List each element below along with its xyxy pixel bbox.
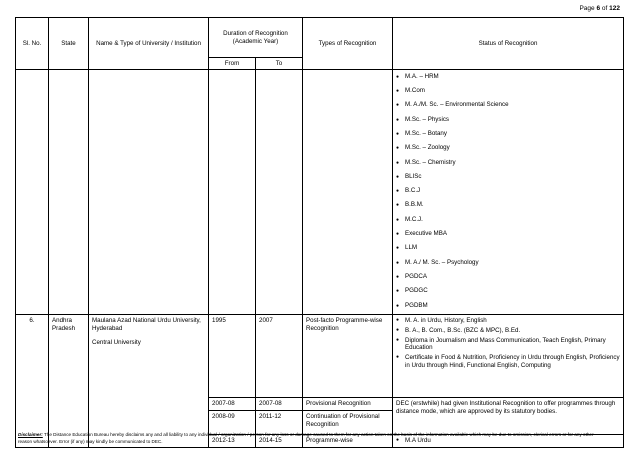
list-item: ● M.C.J. (396, 213, 620, 227)
list-item: ● B.B.M. (396, 198, 620, 212)
disclaimer-label: Disclaimer: (18, 432, 43, 437)
cell-empty (16, 69, 49, 315)
list-item: ● M.Sc. – Physics (396, 113, 620, 127)
header-sl-no: Sl. No. (16, 18, 49, 70)
cell-types: Programme-wise (303, 435, 393, 448)
list-item: ● Certificate in Food & Nutrition, Proficiency in Urdu through English, Proficiency in Urdu through Hindi, Functional English, Computing (396, 354, 620, 370)
list-item: ● B. A., B. Com., B.Sc. (BZC & MPC), B.Ed. (396, 327, 620, 335)
page-current: 6 (596, 5, 601, 12)
cell-types: Provisional Recognition (303, 398, 393, 411)
cell-to: 2011-12 (256, 411, 303, 435)
header-types: Types of Recognition (303, 18, 393, 70)
list-item: ● Diploma in Journalism and Mass Communication, Teach English, Primary Education (396, 337, 620, 353)
list-item: ● B.C.J (396, 184, 620, 198)
cell-empty (209, 69, 256, 315)
page-number (579, 5, 620, 12)
page-of: of (601, 5, 608, 12)
cell-to: 2014-15 (256, 435, 303, 448)
list-item: ● M.Sc. – Zoology (396, 141, 620, 155)
cell-types: Post-facto Programme-wise Recognition (303, 315, 393, 398)
page-prefix: Page (579, 5, 595, 12)
list-item: ● M.A Urdu (396, 437, 620, 445)
cell-to: 2007 (256, 315, 303, 398)
disclaimer (18, 432, 608, 446)
header-duration: Duration of Recognition (Academic Year) (209, 18, 303, 58)
list-item: ● M. A./M. Sc. – Environmental Science (396, 98, 620, 112)
list-item: ● M. A./ M. Sc. – Psychology (396, 256, 620, 270)
table-row-continued (16, 69, 624, 315)
list-item: ● M.Sc. – Botany (396, 127, 620, 141)
table-row (16, 315, 624, 398)
list-item: ● M.Sc. – Chemistry (396, 156, 620, 170)
cell-sl-no: 6. (16, 315, 49, 448)
cell-types: Continuation of Provisional Recognition (303, 411, 393, 435)
list-item: ● PGDBM (396, 299, 620, 313)
header-state: State (49, 18, 89, 70)
cell-empty (303, 69, 393, 315)
cell-empty (49, 69, 89, 315)
cell-status (393, 315, 624, 398)
university-name: Maulana Azad National Urdu University, Hyderabad (92, 316, 201, 332)
page-total: 122 (609, 5, 620, 12)
header-to: To (256, 58, 303, 70)
list-item: ● LLM (396, 241, 620, 255)
recognition-table (15, 17, 624, 448)
list-item: ● Executive MBA (396, 227, 620, 241)
header-status: Status of Recognition (393, 18, 624, 70)
cell-empty (89, 69, 209, 315)
cell-status: DEC (erstwhile) had given Institutional Recognition to offer programmes through distance mode, which are approved by its statutory bodies. (393, 398, 624, 435)
cell-university (89, 315, 209, 448)
list-item: ● M.Com (396, 84, 620, 98)
disclaimer-text: The Distance Education Bureau hereby disclaims any and all liability to any individual / organization / person for any loss or damage caused to them for any action taken on the basis of the information available which may be due to omission, clerical errors or for any other reason whatsoever. Error (if any) may kindly be communicated to DEC. (18, 432, 594, 444)
cell-from: 2007-08 (209, 398, 256, 411)
list-item: ● BLISc (396, 170, 620, 184)
header-from: From (209, 58, 256, 70)
cell-from: 1995 (209, 315, 256, 398)
cell-state: Andhra Pradesh (49, 315, 89, 448)
cell-continued-status (393, 69, 624, 315)
cell-from: 2008-09 (209, 411, 256, 435)
list-item: ● PGDCA (396, 270, 620, 284)
list-item: ● M. A. in Urdu, History, English (396, 317, 620, 325)
cell-from: 2012-13 (209, 435, 256, 448)
cell-to: 2007-08 (256, 398, 303, 411)
university-type: Central University (92, 339, 141, 347)
header-university: Name & Type of University / Institution (89, 18, 209, 70)
list-item: ● M.A. – HRM (396, 70, 620, 84)
list-item: ● PGDGC (396, 284, 620, 298)
cell-empty (256, 69, 303, 315)
